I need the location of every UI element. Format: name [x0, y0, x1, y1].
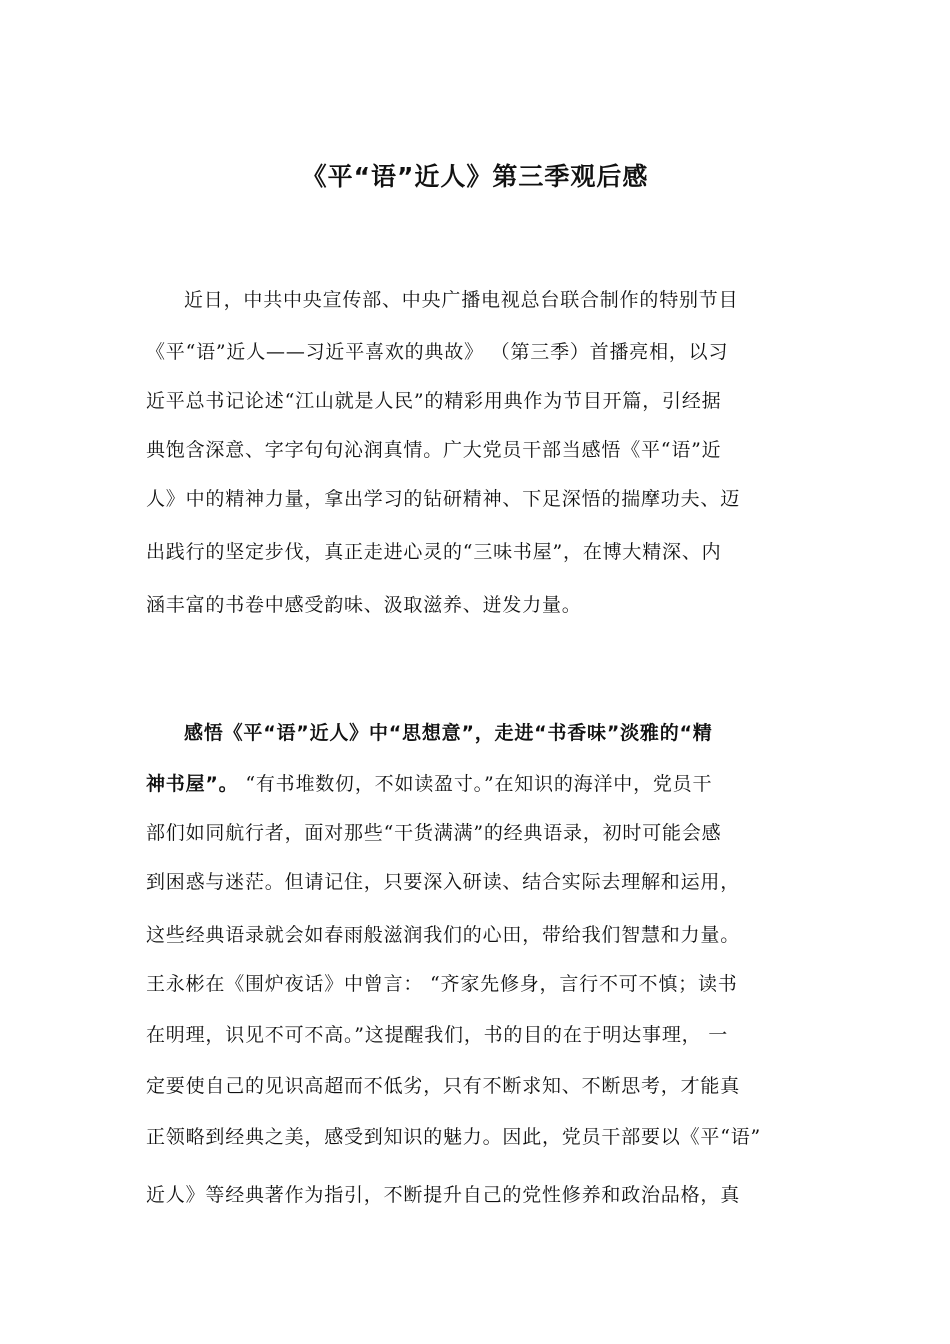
- paragraph-line: 近人》等经典著作为指引，不断提升自己的党性修养和政治品格，真: [146, 1184, 741, 1206]
- quote-text: “有书堆数仞，不如读盈寸。”在知识的海洋中，党员干: [238, 773, 713, 795]
- paragraph-line: 在明理，识见不可不高。”这提醒我们，书的目的在于明达事理， 一: [146, 1024, 729, 1046]
- paragraph-line: 到困惑与迷茫。但请记住，只要深入研读、结合实际去理解和运用，: [146, 871, 741, 893]
- paragraph-line: 王永彬在《围炉夜话》中曾言： “齐家先修身，言行不可不慎；读书: [146, 973, 738, 995]
- document-title: 《平“语”近人》第三季观后感: [301, 162, 649, 191]
- paragraph-line: 涵丰富的书卷中感受韵味、汲取滋养、迸发力量。: [146, 594, 582, 616]
- paragraph-line: 定要使自己的见识高超而不低劣，只有不断求知、不断思考，才能真: [146, 1075, 741, 1097]
- paragraph-line: 典饱含深意、字字句句沁润真情。广大党员干部当感悟《平“语”近: [146, 439, 722, 461]
- paragraph-line: 部们如同航行者，面对那些“干货满满”的经典语录，初时可能会感: [146, 822, 722, 844]
- paragraph-line: 《平“语”近人——习近平喜欢的典故》 （第三季）首播亮相，以习: [146, 341, 729, 363]
- section-heading: 感悟《平“语”近人》中“思想意”，走进“书香味”淡雅的“精: [184, 722, 713, 744]
- paragraph-line: 这些经典语录就会如春雨般滋润我们的心田，带给我们智慧和力量。: [146, 924, 741, 946]
- paragraph-line: 近平总书记论述“江山就是人民”的精彩用典作为节目开篇，引经据: [146, 390, 722, 412]
- paragraph-line: [146, 772, 818, 796]
- paragraph-line: 正领略到经典之美，感受到知识的魅力。因此，党员干部要以《平“语”: [146, 1126, 762, 1148]
- paragraph-line: 出践行的坚定步伐，真正走进心灵的“三味书屋”，在博大精深、内: [146, 541, 722, 563]
- section-heading-end: 神书屋”。: [146, 773, 239, 795]
- paragraph-line: 近日，中共中央宣传部、中央广播电视总台联合制作的特别节目: [184, 289, 739, 311]
- paragraph-line: 人》中的精神力量，拿出学习的钻研精神、下足深悟的揣摩功夫、迈: [146, 488, 741, 510]
